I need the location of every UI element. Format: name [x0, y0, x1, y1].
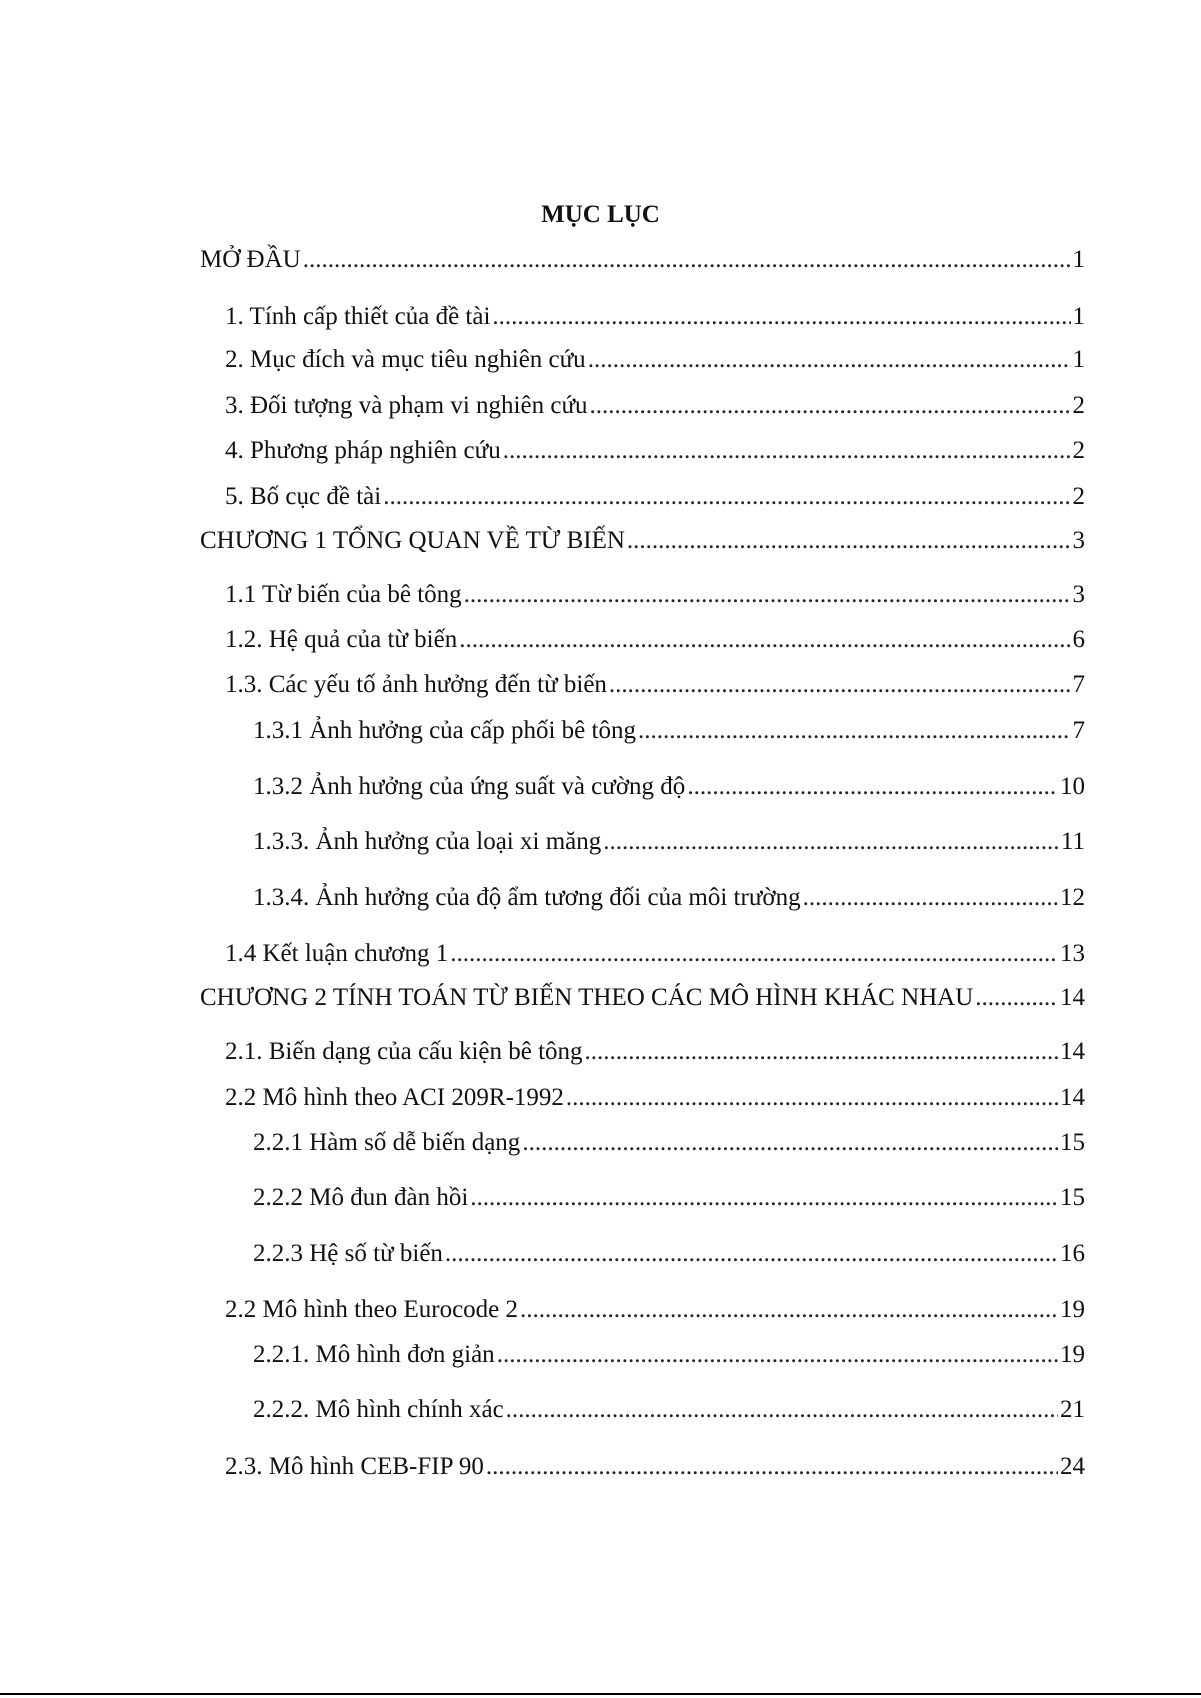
toc-page-number: 19 — [1060, 1341, 1085, 1368]
toc-entry[interactable] — [225, 1451, 1085, 1483]
toc-page-number: 2 — [1072, 483, 1085, 510]
toc-entry-text: 2.2.2 Mô đun đàn hồi — [253, 1184, 469, 1211]
toc-entry-text: 2.2 Mô hình theo Eurocode 2 — [225, 1296, 519, 1323]
toc-entry[interactable] — [253, 1238, 1085, 1270]
toc-entry-text: 2.1. Biến dạng của cấu kiện bê tông — [225, 1038, 583, 1065]
toc-page-number: 3 — [1072, 527, 1085, 554]
toc-leader — [627, 525, 1071, 557]
toc-entry-text: 1.4 Kết luận chương 1 — [225, 940, 449, 967]
toc-leader — [603, 826, 1059, 858]
toc-leader — [590, 390, 1071, 422]
toc-entry-text: 1.3. Các yếu tố ảnh hưởng đến từ biến — [225, 671, 607, 698]
toc-page-number: 6 — [1072, 626, 1085, 653]
toc-entry[interactable] — [253, 1394, 1085, 1426]
toc-entry-chapter-1[interactable] — [200, 525, 1085, 557]
toc-page-number: 2 — [1072, 392, 1085, 419]
toc-page-number: 14 — [1060, 1084, 1085, 1111]
toc-leader — [585, 1036, 1058, 1068]
toc-entry-text: 2.3. Mô hình CEB-FIP 90 — [225, 1453, 484, 1480]
toc-page-number: 24 — [1060, 1453, 1085, 1480]
toc-page-number: 2 — [1072, 437, 1085, 464]
toc-leader — [445, 1238, 1058, 1270]
toc-leader — [975, 982, 1058, 1014]
toc-title: MỤC LỤC — [541, 201, 660, 228]
toc-entry[interactable] — [253, 771, 1085, 803]
toc-page-number: 7 — [1072, 671, 1085, 698]
toc-entry[interactable] — [253, 1339, 1085, 1371]
toc-leader — [520, 1294, 1058, 1326]
toc-page-number: 14 — [1060, 1038, 1085, 1065]
toc-entry[interactable] — [225, 1082, 1085, 1114]
toc-entry-text: 2. Mục đích và mục tiêu nghiên cứu — [225, 346, 586, 373]
toc-leader — [522, 1127, 1058, 1159]
toc-entry-text: 1. Tính cấp thiết của đề tài — [225, 303, 491, 330]
toc-page-number: 11 — [1060, 828, 1085, 855]
toc-page-number: 19 — [1060, 1296, 1085, 1323]
toc-page-number: 16 — [1060, 1240, 1085, 1267]
toc-page-number: 13 — [1060, 940, 1085, 967]
toc-entry-text: 2.2 Mô hình theo ACI 209R-1992 — [225, 1084, 564, 1111]
toc-entry[interactable] — [225, 344, 1085, 376]
toc-leader — [638, 715, 1071, 747]
toc-leader — [497, 1339, 1058, 1371]
toc-entry[interactable] — [225, 624, 1085, 656]
toc-leader — [450, 938, 1058, 970]
toc-page-number: 15 — [1060, 1129, 1085, 1156]
toc-page-number: 7 — [1072, 717, 1085, 744]
toc-leader — [506, 1394, 1058, 1426]
toc-entry-text: 1.1 Từ biến của bê tông — [225, 581, 462, 608]
toc-entry-text: 3. Đối tượng và phạm vi nghiên cứu — [225, 392, 588, 419]
toc-entry[interactable] — [225, 938, 1085, 970]
toc-entry-chapter-2[interactable] — [200, 982, 1085, 1014]
toc-leader — [503, 435, 1071, 467]
toc-leader — [470, 1182, 1058, 1214]
toc-entry-text: 2.2.3 Hệ số từ biến — [253, 1240, 443, 1267]
bottom-border — [0, 1693, 1201, 1695]
toc-page-number: 14 — [1060, 984, 1085, 1011]
toc-entry[interactable] — [253, 826, 1085, 858]
toc-entry-text: CHƯƠNG 1 TỔNG QUAN VỀ TỪ BIẾN — [200, 527, 625, 554]
toc-entry-text: MỞ ĐẦU — [200, 246, 301, 273]
toc-entry[interactable] — [253, 1182, 1085, 1214]
toc-entry-text: 1.3.1 Ảnh hưởng của cấp phối bê tông — [253, 717, 636, 744]
toc-leader — [464, 579, 1071, 611]
toc-entry[interactable] — [225, 1294, 1085, 1326]
toc-page-number: 1 — [1072, 303, 1085, 330]
toc-entry-text: 5. Bố cục đề tài — [225, 483, 382, 510]
toc-entry[interactable] — [253, 882, 1085, 914]
toc-page-number: 12 — [1060, 884, 1085, 911]
toc-entry[interactable] — [225, 481, 1085, 513]
toc-page-number: 10 — [1060, 773, 1085, 800]
toc-leader — [803, 882, 1058, 914]
toc-page-number: 1 — [1072, 246, 1085, 273]
toc-entry-text: 1.3.3. Ảnh hưởng của loại xi măng — [253, 828, 602, 855]
toc-entry[interactable] — [253, 1127, 1085, 1159]
toc-page-number: 1 — [1072, 346, 1085, 373]
toc-leader — [588, 344, 1071, 376]
toc-leader — [492, 301, 1070, 333]
toc-entry-text: CHƯƠNG 2 TÍNH TOÁN TỪ BIẾN THEO CÁC MÔ HÌNH KHÁC NHAU — [200, 984, 974, 1011]
toc-entry-text: 2.2.1. Mô hình đơn giản — [253, 1341, 495, 1368]
toc-entry-text: 2.2.2. Mô hình chính xác — [253, 1396, 504, 1423]
toc-entry-text: 4. Phương pháp nghiên cứu — [225, 437, 501, 464]
toc-leader — [303, 244, 1071, 276]
toc-entry[interactable] — [225, 435, 1085, 467]
toc-entry[interactable] — [225, 669, 1085, 701]
toc-entry[interactable] — [225, 579, 1085, 611]
toc-entry-text: 1.3.4. Ảnh hưởng của độ ẩm tương đối của môi trường — [253, 884, 801, 911]
toc-entry[interactable] — [225, 301, 1085, 333]
toc-entry[interactable] — [253, 715, 1085, 747]
toc-leader — [687, 771, 1058, 803]
toc-entry-mo-dau[interactable] — [200, 244, 1085, 276]
toc-entry-text: 1.2. Hệ quả của từ biến — [225, 626, 458, 653]
toc-entry[interactable] — [225, 390, 1085, 422]
toc-entry-text: 1.3.2 Ảnh hưởng của ứng suất và cường độ — [253, 773, 686, 800]
toc-page-number: 15 — [1060, 1184, 1085, 1211]
toc-page-number: 3 — [1072, 581, 1085, 608]
toc-leader — [459, 624, 1070, 656]
toc-leader — [383, 481, 1070, 513]
toc-leader — [486, 1451, 1058, 1483]
toc-entry-text: 2.2.1 Hàm số dễ biến dạng — [253, 1129, 521, 1156]
toc-leader — [566, 1082, 1058, 1114]
toc-leader — [609, 669, 1071, 701]
toc-page-number: 21 — [1060, 1396, 1085, 1423]
toc-entry[interactable] — [225, 1036, 1085, 1068]
